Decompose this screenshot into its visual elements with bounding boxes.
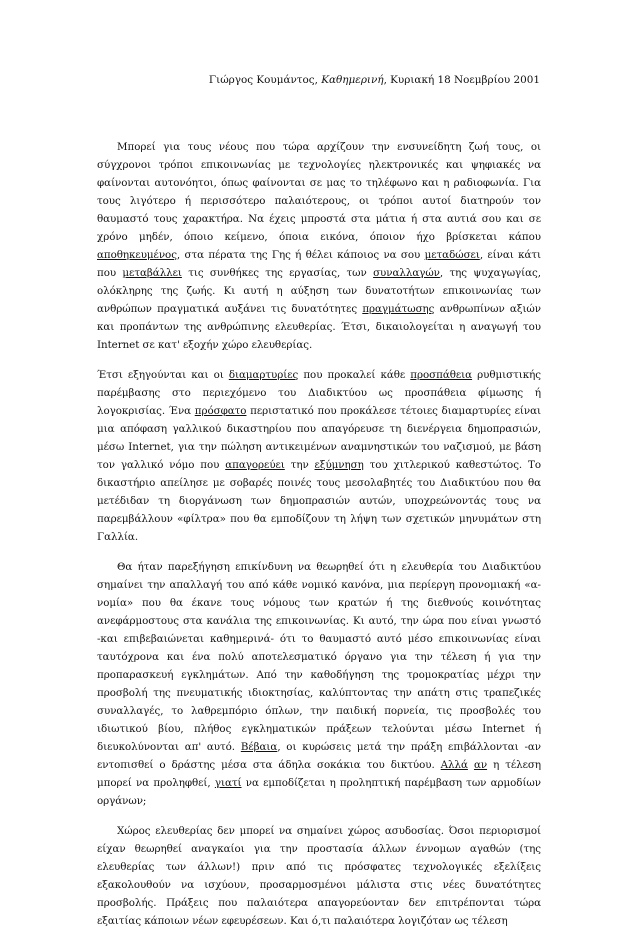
underlined-word: πρόσφατο [194,405,247,417]
text-run: , της ψυχαγωγίας, ολόκληρης της ζωής. Κι αυτή η αύξηση των δυνατοτήτων επικοινωνίας των ανθρώπων πραγματικά αυξάνει τις δυνατότητες [97,267,541,315]
paragraph [97,366,541,546]
text-run: Έτσι εξηγούνται και οι [97,369,229,381]
underlined-word: εξύμνηση [314,459,364,471]
header-date: , Κυριακή 18 Νοεμβρίου 2001 [383,74,540,86]
text-run: η τέλεση μπορεί να προληφθεί, [97,759,541,789]
text-run: του χιτλερικού καθεστώτος. Το δικαστήριο απείλησε με σοβαρές ποινές τους μεσολαβητές του Διαδικτύου που θα μετέδιδαν τη διοργάνωση των δημοπρασιών αυτών, υποχρεώνοντάς τους να παρεμβάλλουν «φίλτρα» που θα εμποδίζουν τη λήψη των σχετικών μηνυμάτων στη Γαλλία. [97,459,541,543]
underlined-word: συναλλαγών [373,267,440,279]
text-run: , είναι κάτι που [97,249,542,279]
underlined-word: μεταδώσει [424,249,480,261]
text-run: ανθρωπίνων αξιών και προπάντων της ανθρώπινης ελευθερίας. Έτσι, δικαιολογείται η αναγωγή του Internet σε κατ' εξοχήν χώρο ελευθερίας. [97,303,541,351]
underlined-word: γιατί [214,777,242,789]
underlined-word: προσπάθεια [410,369,473,381]
text-run: , οι κυρώσεις μετά την πράξη επιβάλλονται -αν εντοπισθεί ο δράστης μέσα στα άδηλα σοκάκια του δικτύου. [97,741,541,771]
text-run: Χώρος ελευθερίας δεν μπορεί να σημαίνει χώρος ασυδοσίας. Όσοι περιορισμοί είχαν θεωρηθεί αναγκαίοι για την προστασία άλλων έννομων αγαθών (της ελευθερίας των άλλων!) πριν από τις πρόσφατες τεχνολογικές εξελίξεις εξακολουθούν να ισχύουν, προσαρμοσμένοι μάλιστα στις νέες δυνατότητες προσβολής. Πράξεις που παλαιότερα απαγορεύονταν δεν επιτρέπονται τώρα εξαιτίας κάποιων νέων εφευρέσεων. Και ό,τι παλαιότερα λογιζόταν ως τέλεση [97,825,541,927]
paragraph [97,822,541,930]
header-newspaper: Καθημερινή [321,74,384,86]
underlined-word: αποθηκευμένος [97,249,177,261]
text-run: που προκαλεί κάθε [298,369,411,381]
underlined-word: Αλλά [440,759,468,771]
text-run: Μπορεί για τους νέους που τώρα αρχίζουν την ενσυνείδητη ζωή τους, οι σύγχρονοι τρόποι επικοινωνίας με τεχνολογίες ηλεκτρονικές και ψηφιακές να φαίνονται αυτονόητοι, όπως φαίνονται σε μας το τηλέφωνο και η ραδιοφωνία. Για τους λιγότερο ή περισσότερο παλαιότερους, οι τρόποι αυτοί διατηρούν τον θαυμαστό τους χαρακτήρα. Να έχεις μπροστά στα μάτια ή στα αυτιά σου και σε χρόνο μηδέν, όποιο κείμενο, όποια εικόνα, όποιον ήχο βρίσκεται κάπου [97,141,541,243]
underlined-word: μεταβάλλει [122,267,182,279]
underlined-word: διαμαρτυρίες [228,369,299,381]
underlined-word: αν [473,759,488,771]
underlined-word: Βέβαια [240,741,278,753]
article-header [209,74,540,86]
underlined-word: απαγορεύει [225,459,285,471]
text-run: τις συνθήκες της εργασίας, των [181,267,374,279]
text-run: περιστατικό που προκάλεσε τέτοιες διαμαρτυρίες είναι μια απόφαση γαλλικού δικαστηρίου που απαγόρευσε τη διενέργεια δημοπρασιών, μέσω Internet, για την πώληση αντικειμένων αναμνηστικών του ναζισμού, με βάση τον γαλλικό νόμο που [97,405,541,471]
text-run: την [284,459,315,471]
article-body [97,138,541,942]
header-author: Γιώργος Κουμάντος, [208,74,322,86]
text-run: ρυθμιστικής παρέμβασης στο περιεχόμενο του Διαδικτύου ως προσπάθεια φίμωσης ή λογοκρισίας. Ένα [97,369,541,417]
text-run: Θα ήταν παρεξήγηση επικίνδυνη να θεωρηθεί ότι η ελευθερία του Διαδικτύου σημαίνει την απαλλαγή του από κάθε νομικό κανόνα, μια περίεργη προνομιακή «α-νομία» που θα έκανε τους νόμους των κρατών ή της διεθνούς κοινότητας ανεφάρμοστους στα κανάλια της επικοινωνίας. Κι αυτό, την ώρα που είναι γνωστό -και επιβεβαιώνεται καθημερινά- ότι το θαυμαστό αυτό μέσο επικοινωνίας είναι ταυτόχρονα και ένα πολύ αποτελεσματικό όργανο για την τέλεση ή για την προπαρασκευή εγκλημάτων. Από την καθοδήγηση της τρομοκρατίας μέχρι την προσβολή της πνευματικής ιδιοκτησίας, καλύπτοντας την απάτη στις τραπεζικές συναλλαγές, το λαθρεμπόριο όπλων, την παιδική πορνεία, τις προσβολές του ιδιωτικού βίου, πλήθος εγκληματικών πράξεων τελούνται μέσω Internet ή διευκολύνονται απ' αυτό. [97,561,541,753]
paragraph [97,138,541,354]
text-run: , στα πέρατα της Γης ή θέλει κάποιος να σου [176,249,425,261]
paragraph [97,558,541,810]
text-run: να εμποδίζεται η προληπτική παρέμβαση των αρμοδίων οργάνων; [97,777,541,807]
underlined-word: πραγμάτωσης [362,303,435,315]
